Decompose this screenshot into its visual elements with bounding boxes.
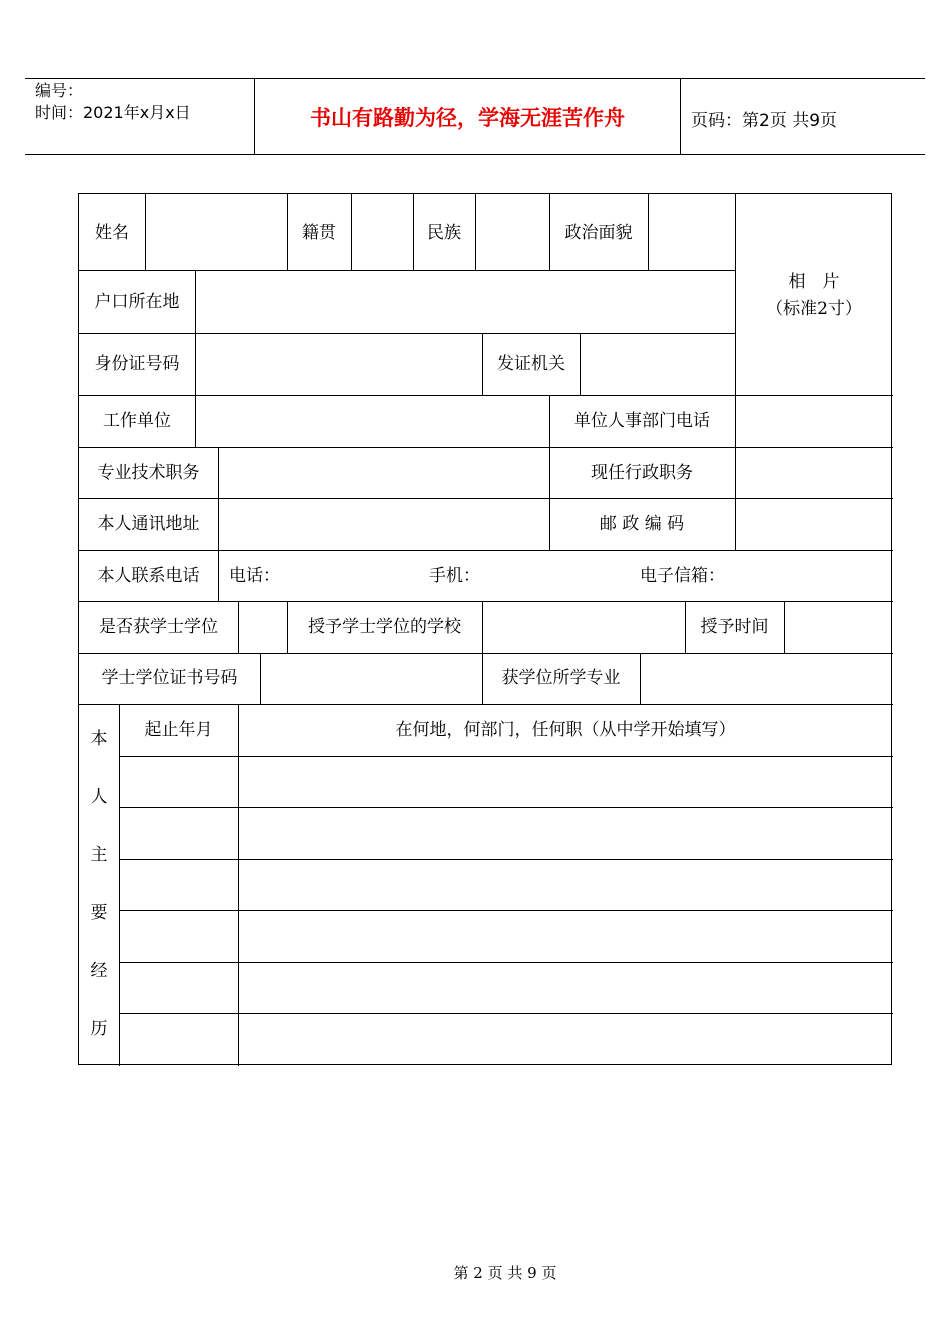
header-bottom-rule — [25, 154, 925, 155]
row-rule — [119, 962, 893, 963]
mailing-address-label: 本人通讯地址 — [97, 514, 200, 534]
work-unit-label: 工作单位 — [103, 411, 171, 431]
row-rule — [79, 270, 735, 271]
degree-major-label: 获学位所学专业 — [501, 668, 621, 688]
grant-time-label: 授予时间 — [700, 617, 769, 637]
row-rule — [79, 653, 893, 654]
row-rule — [119, 910, 893, 911]
col-rule — [195, 270, 196, 447]
row-rule — [79, 704, 893, 705]
mobile-label: 手机： — [429, 566, 480, 586]
experience-char: 要 — [90, 903, 108, 923]
row-rule — [79, 333, 735, 334]
col-rule — [260, 653, 261, 704]
col-rule — [218, 447, 219, 601]
photo-size-label: （标准2寸） — [766, 299, 862, 319]
col-rule — [482, 601, 483, 653]
col-rule — [351, 194, 352, 270]
number-label: 编号： — [35, 81, 84, 100]
row-rule — [119, 807, 893, 808]
experience-char: 主 — [90, 845, 108, 865]
name-label: 姓名 — [95, 223, 129, 243]
header-motto: 书山有路勤为径，学海无涯苦作舟 — [310, 105, 625, 130]
experience-char: 历 — [90, 1019, 108, 1039]
col-rule — [119, 704, 120, 1066]
ethnicity-label: 民族 — [427, 223, 461, 243]
id-number-label: 身份证号码 — [94, 354, 180, 374]
row-rule — [79, 498, 893, 499]
professional-title-label: 专业技术职务 — [97, 463, 200, 483]
experience-char: 人 — [90, 787, 108, 807]
telephone-label: 电话： — [229, 566, 280, 586]
col-rule — [238, 704, 239, 1066]
row-rule — [79, 447, 893, 448]
col-rule — [238, 601, 239, 653]
header-left — [35, 80, 191, 124]
native-place-label: 籍贯 — [302, 223, 336, 243]
col-rule — [784, 601, 785, 653]
col-rule — [648, 194, 649, 270]
footer-page-number: 第 2 页 共 9 页 — [453, 1264, 557, 1282]
col-rule — [735, 194, 736, 447]
household-location-label: 户口所在地 — [94, 292, 180, 312]
header-page-label: 页码：第2页 共9页 — [691, 111, 838, 131]
row-rule — [79, 550, 893, 551]
period-header: 起止年月 — [144, 720, 213, 740]
bachelor-school-label: 授予学士学位的学校 — [308, 617, 461, 637]
has-bachelor-label: 是否获学士学位 — [99, 617, 218, 637]
issuing-authority-label: 发证机关 — [497, 354, 565, 374]
col-rule — [735, 447, 736, 550]
contact-phone-label: 本人联系电话 — [97, 566, 200, 586]
row-rule — [79, 395, 893, 396]
col-rule — [145, 194, 146, 270]
row-rule — [119, 756, 893, 757]
details-header: 在何地，何部门，任何职（从中学开始填写） — [395, 720, 736, 740]
row-rule — [119, 1013, 893, 1014]
hr-phone-label: 单位人事部门电话 — [574, 411, 710, 431]
col-rule — [640, 653, 641, 704]
current-admin-post-label: 现任行政职务 — [591, 463, 693, 483]
experience-char: 经 — [90, 961, 108, 981]
photo-label: 相 片 — [788, 272, 840, 292]
col-rule — [475, 194, 476, 270]
postal-code-label: 邮 政 编 码 — [599, 514, 685, 534]
political-status-label: 政治面貌 — [564, 223, 633, 243]
experience-char: 本 — [90, 729, 108, 749]
header-top-rule — [25, 78, 925, 79]
registration-form — [78, 193, 892, 1065]
row-rule — [119, 859, 893, 860]
time-label: 时间：2021年x月x日 — [35, 103, 191, 122]
header-divider — [680, 78, 681, 155]
col-rule — [580, 333, 581, 395]
row-rule — [79, 601, 893, 602]
email-label: 电子信箱： — [640, 566, 725, 586]
bachelor-cert-no-label: 学士学位证书号码 — [101, 668, 238, 688]
